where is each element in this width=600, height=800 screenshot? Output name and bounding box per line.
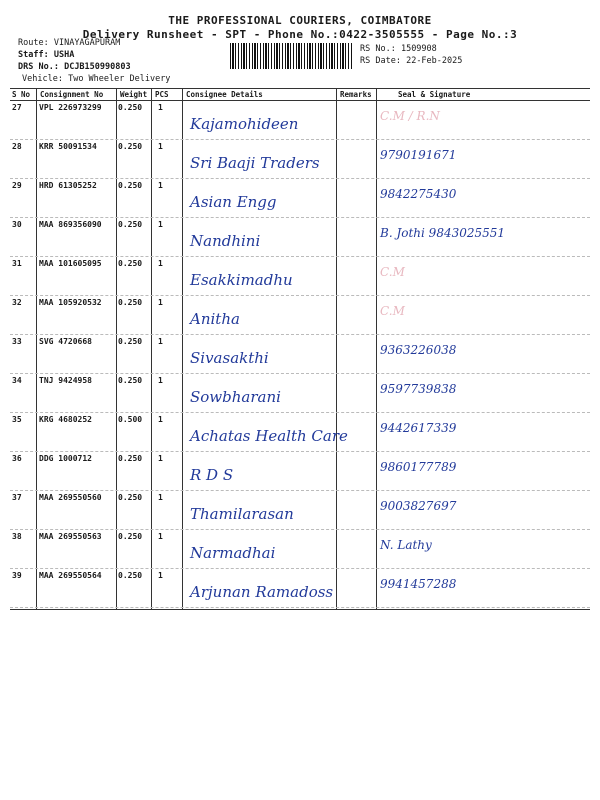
- pieces-count: 1: [158, 259, 163, 268]
- consignee-handwritten: Sivasakthi: [190, 349, 269, 367]
- consignee-handwritten: Esakkimadhu: [190, 271, 293, 289]
- serial-number: 29: [12, 181, 22, 190]
- weight-value: 0.250: [118, 337, 143, 346]
- pieces-count: 1: [158, 220, 163, 229]
- pieces-count: 1: [158, 493, 163, 502]
- signature-handwritten: B. Jothi 9843025551: [380, 226, 506, 240]
- table-row: [10, 452, 590, 491]
- weight-value: 0.250: [118, 298, 143, 307]
- consignee-handwritten: Narmadhai: [190, 544, 276, 562]
- vehicle-value: Two Wheeler Delivery: [68, 74, 171, 84]
- signature-handwritten: 9941457288: [380, 577, 457, 591]
- consignment-number: MAA 101605095: [39, 259, 102, 268]
- signature-handwritten: 9597739838: [380, 382, 457, 396]
- consignment-number: KRR 50091534: [39, 142, 97, 151]
- pieces-count: 1: [158, 532, 163, 541]
- table-row: [10, 335, 590, 374]
- weight-value: 0.500: [118, 415, 143, 424]
- consignment-number: DDG 1000712: [39, 454, 92, 463]
- vehicle-info: [22, 74, 170, 84]
- weight-value: 0.250: [118, 142, 143, 151]
- pieces-count: 1: [158, 103, 163, 112]
- weight-value: 0.250: [118, 571, 143, 580]
- consignment-number: MAA 269550563: [39, 532, 102, 541]
- consignment-number: MAA 105920532: [39, 298, 102, 307]
- serial-number: 38: [12, 532, 22, 541]
- consignee-handwritten: Sowbharani: [190, 388, 281, 406]
- drs-label: DRS No.:: [18, 62, 59, 72]
- consignee-handwritten: Thamilarasan: [190, 505, 294, 523]
- table-row: [10, 257, 590, 296]
- barcode: [230, 43, 352, 69]
- signature-handwritten: C.M / R.N: [380, 109, 440, 123]
- weight-value: 0.250: [118, 454, 143, 463]
- signature-handwritten: 9842275430: [380, 187, 457, 201]
- consignee-handwritten: Nandhini: [190, 232, 261, 250]
- signature-handwritten: 9363226038: [380, 343, 457, 357]
- consignee-handwritten: Sri Baaji Traders: [190, 154, 320, 172]
- pieces-count: 1: [158, 337, 163, 346]
- runsheet-subtitle: Delivery Runsheet - SPT - Phone No.:0422-3505555 - Page No.:3: [82, 28, 518, 41]
- col-header-consignee: Consignee Details: [186, 90, 263, 99]
- rs-date-info: [360, 56, 462, 66]
- pieces-count: 1: [158, 298, 163, 307]
- consignee-handwritten: Achatas Health Care: [190, 427, 348, 445]
- table-row: [10, 179, 590, 218]
- vehicle-label: Vehicle:: [22, 74, 63, 84]
- table-row: [10, 491, 590, 530]
- pieces-count: 1: [158, 454, 163, 463]
- pieces-count: 1: [158, 415, 163, 424]
- consignee-handwritten: Asian Engg: [190, 193, 277, 211]
- serial-number: 31: [12, 259, 22, 268]
- weight-value: 0.250: [118, 259, 143, 268]
- table-row: [10, 569, 590, 608]
- table-row: [10, 413, 590, 452]
- serial-number: 27: [12, 103, 22, 112]
- serial-number: 30: [12, 220, 22, 229]
- table-row: [10, 218, 590, 257]
- pieces-count: 1: [158, 181, 163, 190]
- consignment-number: MAA 869356090: [39, 220, 102, 229]
- consignee-handwritten: Anitha: [190, 310, 240, 328]
- signature-handwritten: C.M: [380, 304, 405, 318]
- consignee-handwritten: Arjunan Ramadoss: [190, 583, 334, 601]
- rs-no-value: 1509908: [400, 44, 437, 54]
- col-header-consignment: Consignment No: [40, 90, 104, 99]
- rs-no-label: RS No.:: [360, 44, 396, 54]
- rs-date-label: RS Date:: [360, 56, 401, 66]
- route-value: VINAYAGAPURAM: [53, 38, 121, 48]
- serial-number: 39: [12, 571, 22, 580]
- signature-handwritten: N. Lathy: [380, 538, 432, 552]
- consignee-handwritten: R D S: [190, 466, 234, 484]
- table-row: [10, 296, 590, 335]
- consignment-number: KRG 4680252: [39, 415, 92, 424]
- weight-value: 0.250: [118, 532, 143, 541]
- row-divider: [10, 607, 590, 608]
- staff-label: Staff:: [18, 50, 49, 60]
- serial-number: 33: [12, 337, 22, 346]
- weight-value: 0.250: [118, 181, 143, 190]
- consignment-number: MAA 269550564: [39, 571, 102, 580]
- col-header-pcs: PCS: [155, 90, 169, 99]
- serial-number: 37: [12, 493, 22, 502]
- staff-info: [18, 50, 74, 60]
- signature-handwritten: 9860177789: [380, 460, 457, 474]
- signature-handwritten: 9790191671: [380, 148, 457, 162]
- table-row: [10, 530, 590, 569]
- runsheet-table: [10, 88, 590, 610]
- pieces-count: 1: [158, 376, 163, 385]
- weight-value: 0.250: [118, 220, 143, 229]
- route-label: Route:: [18, 38, 49, 48]
- route-info: [18, 38, 120, 48]
- consignment-number: TNJ 9424958: [39, 376, 92, 385]
- company-title: THE PROFESSIONAL COURIERS, COIMBATORE: [168, 14, 432, 27]
- serial-number: 34: [12, 376, 22, 385]
- table-row: [10, 374, 590, 413]
- consignment-number: SVG 4720668: [39, 337, 92, 346]
- rs-no-info: [360, 44, 437, 54]
- table-row: [10, 140, 590, 179]
- weight-value: 0.250: [118, 376, 143, 385]
- staff-value: USHA: [53, 50, 75, 60]
- signature-handwritten: 9442617339: [380, 421, 457, 435]
- weight-value: 0.250: [118, 493, 143, 502]
- col-header-sno: S No: [12, 90, 31, 99]
- drs-info: [18, 62, 131, 72]
- col-header-remarks: Remarks: [340, 90, 372, 99]
- rs-date-value: 22-Feb-2025: [406, 56, 463, 66]
- consignment-number: VPL 226973299: [39, 103, 102, 112]
- serial-number: 32: [12, 298, 22, 307]
- consignment-number: MAA 269550560: [39, 493, 102, 502]
- signature-handwritten: 9003827697: [380, 499, 457, 513]
- signature-handwritten: C.M: [380, 265, 405, 279]
- col-header-weight: Weight: [120, 90, 148, 99]
- weight-value: 0.250: [118, 103, 143, 112]
- serial-number: 28: [12, 142, 22, 151]
- serial-number: 35: [12, 415, 22, 424]
- serial-number: 36: [12, 454, 22, 463]
- table-row: [10, 101, 590, 140]
- consignment-number: HRD 61305252: [39, 181, 97, 190]
- pieces-count: 1: [158, 142, 163, 151]
- consignee-handwritten: Kajamohideen: [190, 115, 299, 133]
- drs-value: DCJB150990803: [64, 62, 131, 72]
- col-header-seal: Seal & Signature: [398, 90, 471, 99]
- pieces-count: 1: [158, 571, 163, 580]
